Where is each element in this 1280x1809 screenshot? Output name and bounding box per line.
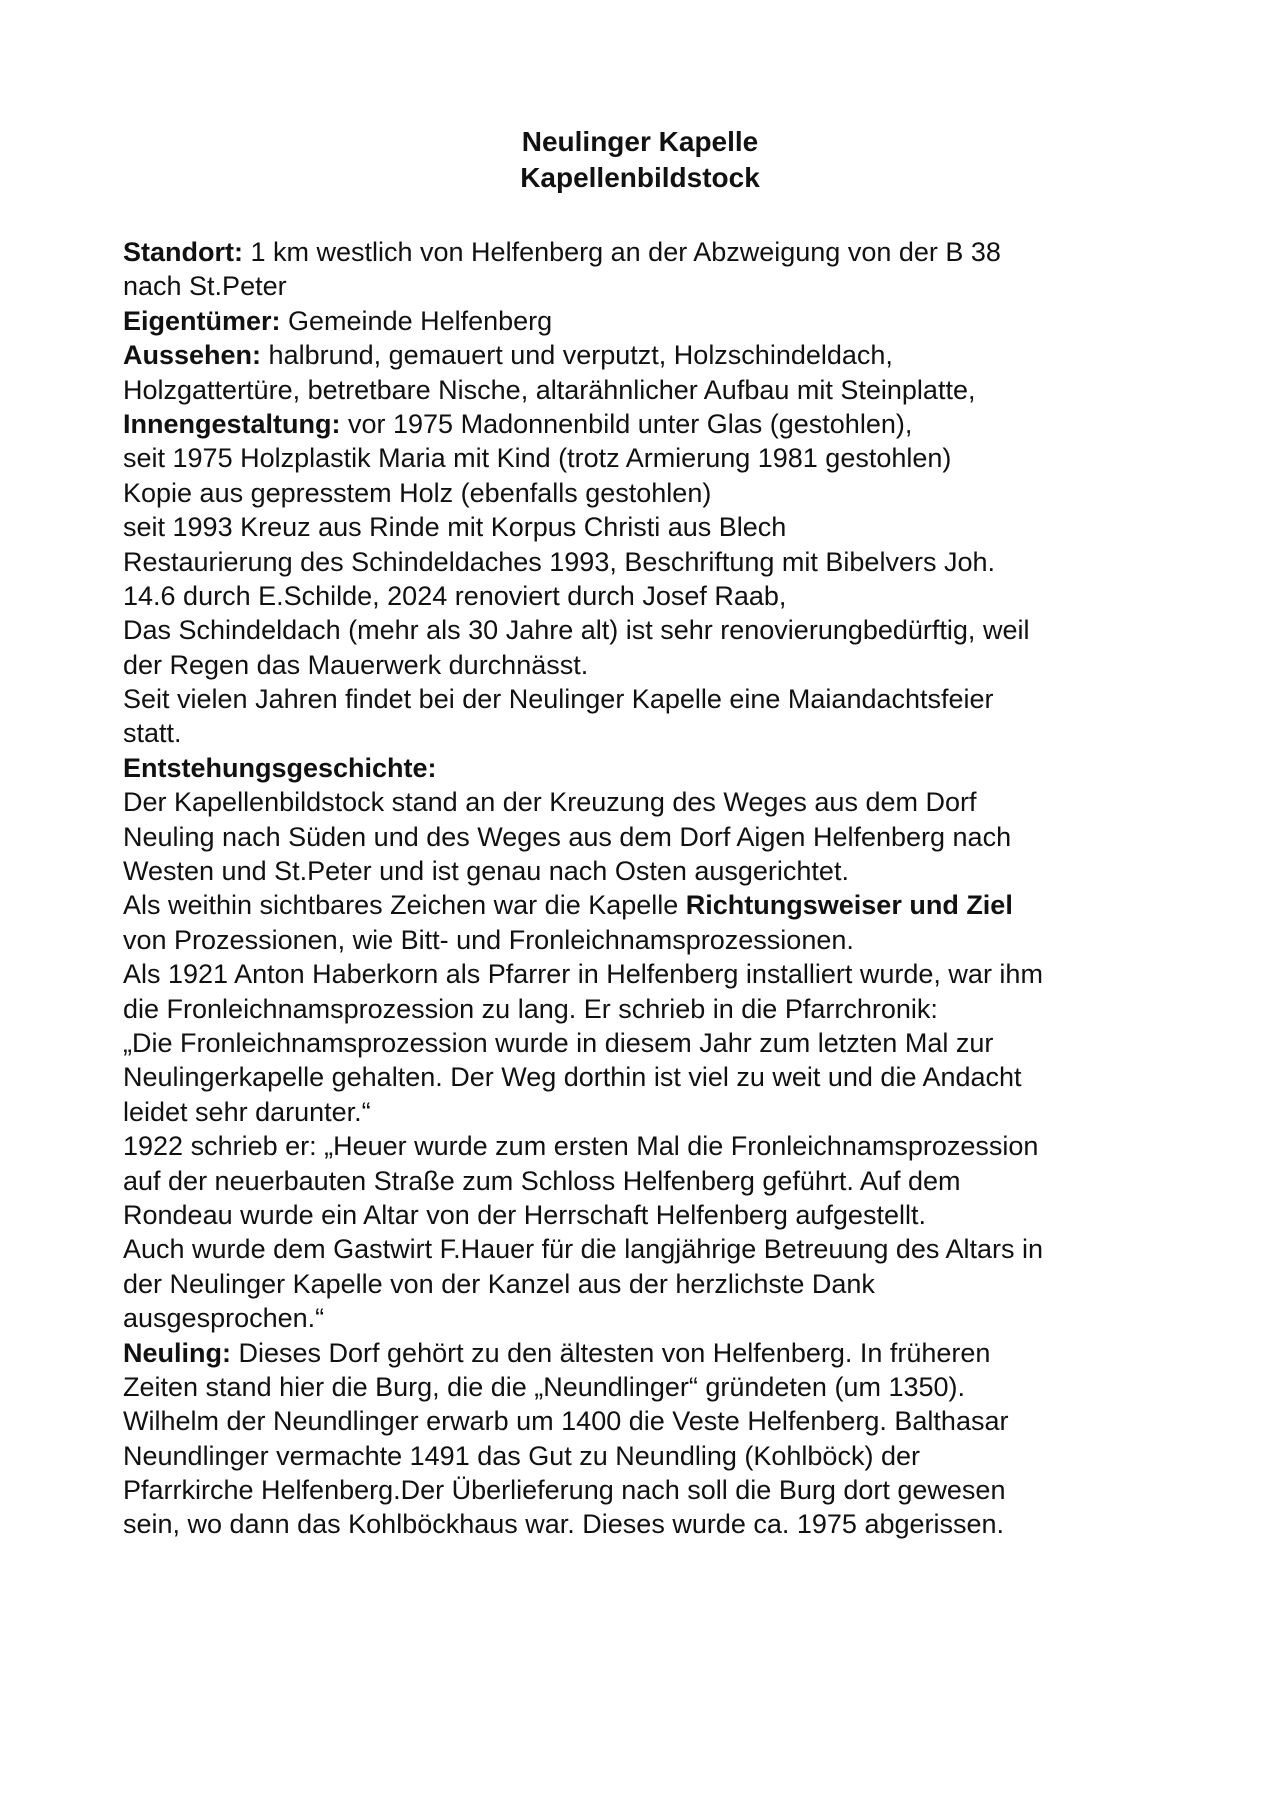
text-line — [123, 820, 1183, 854]
text-segment: Wilhelm der Neundlinger erwarb um 1400 die Veste Helfenberg. Balthasar — [123, 1406, 1009, 1437]
text-segment: Dieses Dorf gehört zu den ältesten von Helfenberg. In früheren — [231, 1337, 991, 1368]
text-segment: die Fronleichnamsprozession zu lang. Er schrieb in die Pfarrchronik: — [123, 993, 938, 1024]
text-line — [123, 785, 1183, 819]
text-line — [123, 1026, 1183, 1060]
text-line — [123, 338, 1183, 372]
text-line — [123, 510, 1183, 544]
text-segment: Das Schindeldach (mehr als 30 Jahre alt) ist sehr renovierungbedürftig, weil — [123, 615, 1030, 646]
text-line — [123, 304, 1183, 338]
text-segment: Als 1921 Anton Haberkorn als Pfarrer in Helfenberg installiert wurde, war ihm — [123, 959, 1043, 990]
text-segment: Gemeinde Helfenberg — [280, 305, 553, 336]
text-segment: Kopie aus gepresstem Holz (ebenfalls gestohlen) — [123, 477, 712, 508]
text-line — [123, 1404, 1183, 1438]
text-segment: halbrund, gemauert und verputzt, Holzschindeldach, — [261, 340, 893, 371]
text-line — [123, 1267, 1183, 1301]
text-line — [123, 269, 1183, 303]
text-line — [123, 992, 1183, 1026]
text-line — [123, 545, 1183, 579]
text-segment: Neulingerkapelle gehalten. Der Weg dorthin ist viel zu weit und die Andacht — [123, 1062, 1022, 1093]
text-segment: vor 1975 Madonnenbild unter Glas (gestohlen), — [340, 408, 913, 439]
text-segment: Pfarrkirche Helfenberg.Der Überlieferung nach soll die Burg dort gewesen — [123, 1475, 1006, 1506]
text-segment: leidet sehr darunter.“ — [123, 1096, 371, 1127]
text-segment: Westen und St.Peter und ist genau nach Osten ausgerichtet. — [123, 856, 849, 887]
text-line — [123, 751, 1183, 785]
text-segment: seit 1975 Holzplastik Maria mit Kind (trotz Armierung 1981 gestohlen) — [123, 443, 952, 474]
bold-label: Eigentümer: — [123, 305, 281, 336]
text-line — [123, 441, 1183, 475]
bold-label: Innengestaltung: — [123, 408, 341, 439]
text-segment: auf der neuerbauten Straße zum Schloss Helfenberg geführt. Auf dem — [123, 1165, 961, 1196]
text-line — [123, 1164, 1183, 1198]
text-segment: statt. — [123, 718, 182, 749]
text-line — [123, 888, 1183, 922]
text-segment: nach St.Peter — [123, 271, 287, 302]
bold-label: Aussehen: — [123, 340, 262, 371]
text-segment: ausgesprochen.“ — [123, 1303, 325, 1334]
text-line — [123, 613, 1183, 647]
text-line — [123, 407, 1183, 441]
document-body — [123, 235, 1183, 1542]
title-line-2: Kapellenbildstock — [520, 162, 760, 193]
text-line — [123, 373, 1183, 407]
text-line — [123, 476, 1183, 510]
bold-label: Entstehungsgeschichte: — [123, 752, 437, 783]
text-line — [123, 1336, 1183, 1370]
text-line — [123, 1370, 1183, 1404]
text-segment: sein, wo dann das Kohlböckhaus war. Dieses wurde ca. 1975 abgerissen. — [123, 1509, 1005, 1540]
text-segment: Als weithin sichtbares Zeichen war die Kapelle — [123, 890, 686, 921]
text-line — [123, 1095, 1183, 1129]
document-title — [0, 124, 1280, 196]
text-line — [123, 682, 1183, 716]
text-line — [123, 1439, 1183, 1473]
text-line — [123, 957, 1183, 991]
bold-label: Standort: — [123, 237, 243, 267]
text-segment: Auch wurde dem Gastwirt F.Hauer für die langjährige Betreuung des Altars in — [123, 1234, 1043, 1265]
text-line — [123, 1232, 1183, 1266]
text-line — [123, 1198, 1183, 1232]
text-line — [123, 579, 1183, 613]
text-segment: Der Kapellenbildstock stand an der Kreuzung des Weges aus dem Dorf — [123, 787, 977, 818]
text-line — [123, 923, 1183, 957]
text-segment: Holzgattertüre, betretbare Nische, altarähnlicher Aufbau mit Steinplatte, — [123, 374, 976, 405]
bold-label: Richtungsweiser und Ziel — [685, 890, 1013, 921]
text-segment: der Neulinger Kapelle von der Kanzel aus der herzlichste Dank — [123, 1268, 875, 1299]
text-segment: Rondeau wurde ein Altar von der Herrschaft Helfenberg aufgestellt. — [123, 1199, 926, 1230]
text-line — [123, 1129, 1183, 1163]
text-segment: Zeiten stand hier die Burg, die die „Neundlinger“ gründeten (um 1350). — [123, 1371, 965, 1402]
text-line — [123, 1301, 1183, 1335]
text-line — [123, 648, 1183, 682]
text-segment: von Prozessionen, wie Bitt- und Fronleichnamsprozessionen. — [123, 924, 854, 955]
text-segment: Seit vielen Jahren findet bei der Neulinger Kapelle eine Maiandachtsfeier — [123, 684, 994, 715]
text-line — [123, 1473, 1183, 1507]
text-segment: 14.6 durch E.Schilde, 2024 renoviert durch Josef Raab, — [123, 580, 787, 611]
text-segment: 1 km westlich von Helfenberg an der Abzweigung von der B 38 — [242, 237, 1001, 267]
text-line — [123, 854, 1183, 888]
text-line — [123, 1060, 1183, 1094]
text-segment: Neuling nach Süden und des Weges aus dem Dorf Aigen Helfenberg nach — [123, 821, 1012, 852]
title-line-1: Neulinger Kapelle — [521, 126, 759, 157]
text-segment: seit 1993 Kreuz aus Rinde mit Korpus Christi aus Blech — [123, 512, 787, 543]
text-line — [123, 235, 1183, 269]
text-segment: Restaurierung des Schindeldaches 1993, Beschriftung mit Bibelvers Joh. — [123, 546, 995, 577]
text-segment: der Regen das Mauerwerk durchnässt. — [123, 649, 589, 680]
text-segment: „Die Fronleichnamsprozession wurde in diesem Jahr zum letzten Mal zur — [123, 1027, 994, 1058]
bold-label: Neuling: — [123, 1337, 231, 1368]
text-segment: Neundlinger vermachte 1491 das Gut zu Neundling (Kohlböck) der — [123, 1440, 920, 1471]
text-line — [123, 716, 1183, 750]
text-segment: 1922 schrieb er: „Heuer wurde zum ersten Mal die Fronleichnamsprozession — [123, 1131, 1039, 1162]
text-line — [123, 1507, 1183, 1541]
